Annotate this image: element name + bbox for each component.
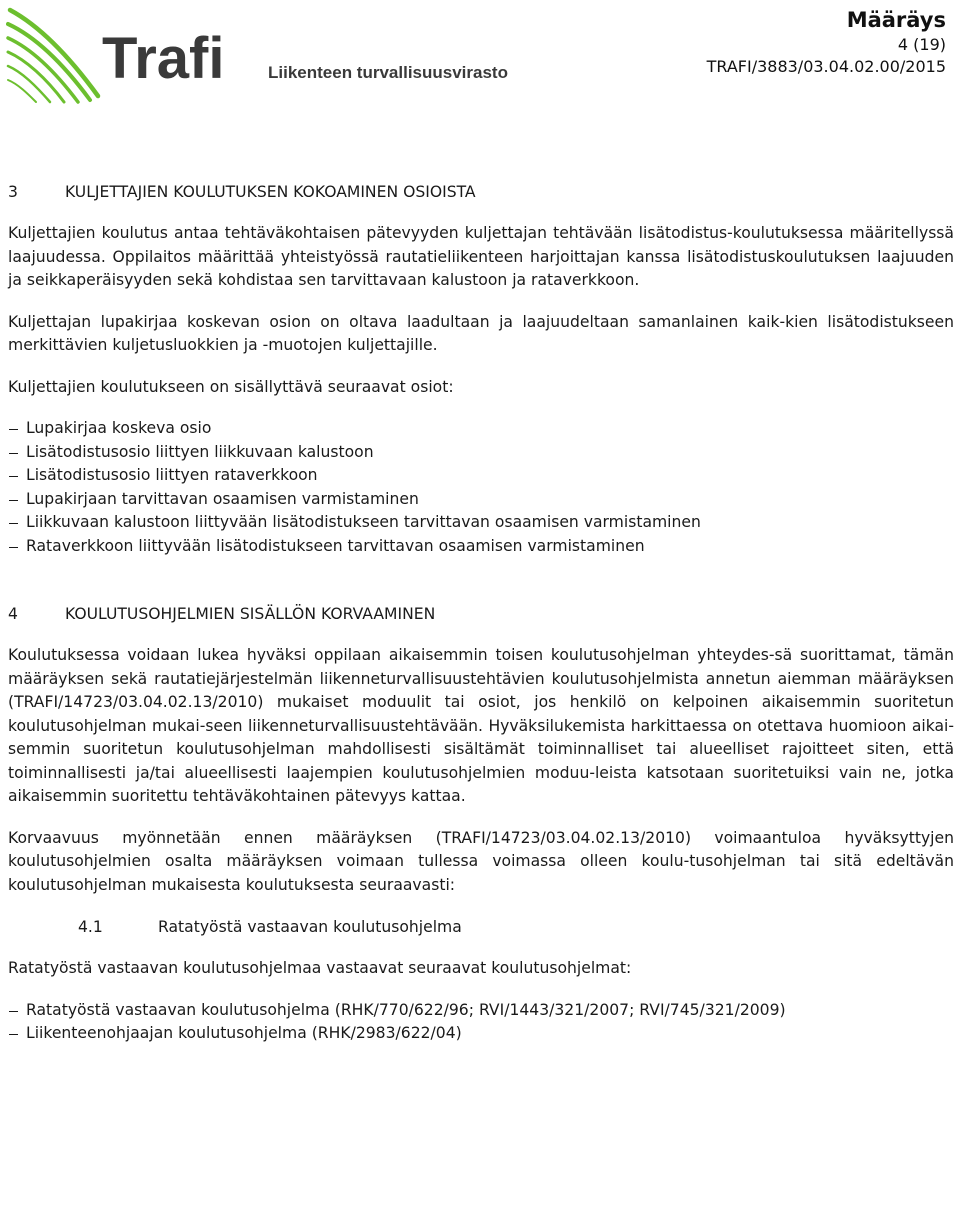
section-number: 3 [8,183,18,201]
list-item: Lisätodistusosio liittyen rataverkkoon [8,464,954,488]
svg-text:Liikenteen turvallisuusvirasto: Liikenteen turvallisuusvirasto [268,63,508,82]
document-id: TRAFI/3883/03.04.02.00/2015 [706,57,946,76]
paragraph: Korvaavuus myönnetään ennen määräyksen (TRAFI/14723/03.04.02.13/2010) voimaantuloa hyväksyttyjen koulutusohjelmien osalta määräyksen voimaan tullessa voimassa olleen koulu-tusohjelman tai sitä edeltävän koulutusohjelman mukaisesta koulutuksesta seuraavasti: [8,828,954,894]
section-title: Ratatyöstä vastaavan koulutusohjelma [158,918,462,936]
list-item: Lisätodistusosio liittyen liikkuvaan kalustoon [8,441,954,465]
page-number: 4 (19) [897,35,946,54]
section-3-heading [8,180,954,204]
section-3-list [8,417,954,558]
paragraph: Ratatyöstä vastaavan koulutusohjelmaa vastaavat seuraavat koulutusohjelmat: [8,959,632,977]
paragraph: Kuljettajien koulutus antaa tehtäväkohtaisen pätevyyden kuljettajan tehtävään lisätodistus-koulutuksessa määritellyssä laajuudessa. Oppilaitos määrittää yhteistyössä rautatieliikenteen harjoittajan kanssa lisätodistuskoulutuksen laajuuden ja seikkaperäisyyden sekä kohdistaa sen tarvittavaan kalustoon ja rataverkkoon. [8,224,954,289]
list-item: Liikenteenohjaajan koulutusohjelma (RHK/2983/622/04) [8,1022,954,1046]
document-header-meta [707,6,946,78]
svg-text:Trafi: Trafi [102,26,225,91]
document-body [8,180,954,1046]
trafi-logo [6,4,516,104]
document-type: Määräys [846,8,946,32]
paragraph: Kuljettajien koulutukseen on sisällyttävä seuraavat osiot: [8,377,454,396]
trafi-swoosh-icon [6,4,516,104]
paragraph: Koulutuksessa voidaan lukea hyväksi oppilaan aikaisemmin toisen koulutusohjelman yhteydes-sä suorittamat, tämän määräyksen sekä rautatiejärjestelmän liikenneturvallisuustehtävien koulutusohjelmista annetun aiemman määräyksen (TRAFI/14723/03.04.02.13/2010) mukaiset moduulit tai osiot, jos henkilö on kelpoinen aikaisemmin suoritetun koulutusohjelman mukai-seen liikenneturvallisuustehtävään. Hyväksilukemista harkittaessa on otettava huomioon aikai-semmin suoritetun koulutusohjelman mahdollisesti sisältämät toiminnalliset tai alueelliset rajoitteet siten, että toiminnallisesti ja/tai alueellisesti laajempien koulutusohjelmien moduu-leista katsotaan suoritetuiksi vain ne, jotka aikaisemmin suoritettu tehtäväkohtainen pätevyys kattaa. [8,646,954,805]
section-number: 4 [8,605,18,623]
list-item: Ratatyöstä vastaavan koulutusohjelma (RHK/770/622/96; RVI/1443/321/2007; RVI/745/321/2009) [8,999,954,1023]
list-item: Lupakirjaa koskeva osio [8,417,954,441]
section-number: 4.1 [78,918,103,936]
section-4-1-heading [8,915,954,939]
list-item: Lupakirjaan tarvittavan osaamisen varmistaminen [8,488,954,512]
list-item: Rataverkkoon liittyvään lisätodistukseen tarvittavan osaamisen varmistaminen [8,535,954,559]
section-4-1-list [8,999,954,1046]
list-item: Liikkuvaan kalustoon liittyvään lisätodistukseen tarvittavan osaamisen varmistaminen [8,511,954,535]
section-4-heading [8,602,954,626]
section-title: KULJETTAJIEN KOULUTUKSEN KOKOAMINEN OSIOISTA [65,183,476,201]
section-title: KOULUTUSOHJELMIEN SISÄLLÖN KORVAAMINEN [65,605,436,623]
paragraph: Kuljettajan lupakirjaa koskevan osion on oltava laadultaan ja laajuudeltaan samanlainen kaik-kien lisätodistukseen merkittävien kuljetusluokkien ja -muotojen kuljettajille. [8,312,954,354]
